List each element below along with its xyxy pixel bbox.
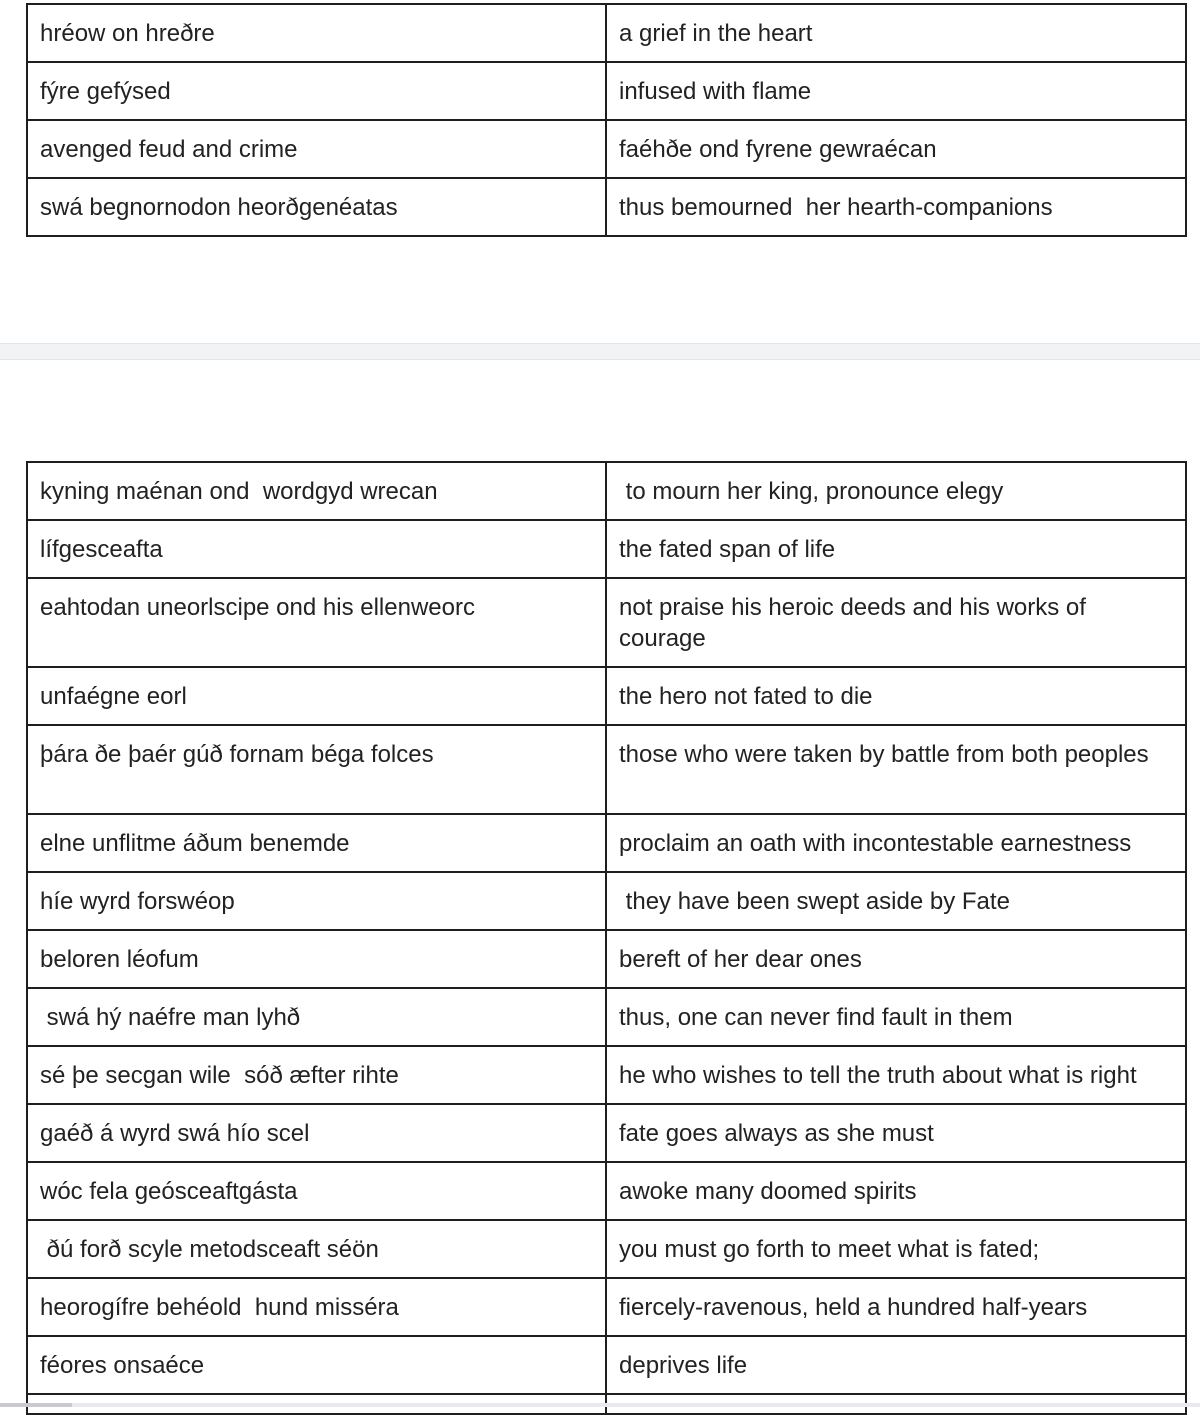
translation-cell[interactable]: the fated span of life — [606, 520, 1186, 578]
translation-cell[interactable]: awoke many doomed spirits — [606, 1162, 1186, 1220]
old-english-cell[interactable]: lífgesceafta — [27, 520, 606, 578]
old-english-cell[interactable]: avenged feud and crime — [27, 120, 606, 178]
translation-cell[interactable]: you must go forth to meet what is fated; — [606, 1220, 1186, 1278]
old-english-cell[interactable]: hréow on hreðre — [27, 4, 606, 62]
page-break — [0, 343, 1200, 360]
document-page-2 — [0, 360, 1200, 1407]
table-row — [27, 178, 1186, 236]
old-english-cell[interactable]: swá begnornodon heorðgenéatas — [27, 178, 606, 236]
translation-cell[interactable]: not praise his heroic deeds and his works of courage — [606, 578, 1186, 667]
table-row — [27, 120, 1186, 178]
old-english-cell[interactable]: beloren léofum — [27, 930, 606, 988]
translation-cell[interactable]: thus bemourned her hearth-companions — [606, 178, 1186, 236]
translation-cell[interactable]: thus, one can never find fault in them — [606, 988, 1186, 1046]
document-page-1 — [0, 0, 1200, 343]
old-english-cell[interactable]: gaéð á wyrd swá hío scel — [27, 1104, 606, 1162]
table-row — [27, 4, 1186, 62]
translation-cell[interactable]: bereft of her dear ones — [606, 930, 1186, 988]
table-row — [27, 1336, 1186, 1394]
translation-cell[interactable]: faéhðe ond fyrene gewraécan — [606, 120, 1186, 178]
horizontal-scrollbar[interactable] — [0, 1403, 1200, 1407]
translation-cell[interactable]: they have been swept aside by Fate — [606, 872, 1186, 930]
translation-cell[interactable]: fiercely-ravenous, held a hundred half-years — [606, 1278, 1186, 1336]
old-english-cell[interactable]: eahtodan uneorlscipe ond his ellenweorc — [27, 578, 606, 667]
table-row — [27, 520, 1186, 578]
table-row — [27, 930, 1186, 988]
table-row — [27, 667, 1186, 725]
translation-cell[interactable]: the hero not fated to die — [606, 667, 1186, 725]
translation-cell[interactable]: a grief in the heart — [606, 4, 1186, 62]
old-english-cell[interactable]: kyning maénan ond wordgyd wrecan — [27, 462, 606, 520]
old-english-cell[interactable]: wóc fela geósceaftgásta — [27, 1162, 606, 1220]
table-row — [27, 1104, 1186, 1162]
old-english-cell[interactable]: sé þe secgan wile sóð æfter rihte — [27, 1046, 606, 1104]
table-row — [27, 814, 1186, 872]
translation-cell[interactable]: he who wishes to tell the truth about what is right — [606, 1046, 1186, 1104]
translation-cell[interactable]: deprives life — [606, 1336, 1186, 1394]
old-english-cell[interactable]: heorogífre behéold hund misséra — [27, 1278, 606, 1336]
table-row — [27, 725, 1186, 814]
old-english-cell[interactable]: elne unflitme áðum benemde — [27, 814, 606, 872]
old-english-cell[interactable]: fýre gefýsed — [27, 62, 606, 120]
translation-cell[interactable]: to mourn her king, pronounce elegy — [606, 462, 1186, 520]
table-row — [27, 988, 1186, 1046]
table-row — [27, 1162, 1186, 1220]
old-english-cell[interactable]: swá hý naéfre man lyhð — [27, 988, 606, 1046]
old-english-cell[interactable]: féores onsaéce — [27, 1336, 606, 1394]
old-english-cell[interactable]: unfaégne eorl — [27, 667, 606, 725]
scrollbar-thumb[interactable] — [0, 1403, 72, 1407]
table-row — [27, 872, 1186, 930]
translation-cell[interactable]: those who were taken by battle from both peoples — [606, 725, 1186, 814]
table-row — [27, 578, 1186, 667]
glossary-table-2 — [26, 461, 1187, 1415]
table-row — [27, 1046, 1186, 1104]
translation-cell[interactable]: proclaim an oath with incontestable earnestness — [606, 814, 1186, 872]
old-english-cell[interactable]: híe wyrd forswéop — [27, 872, 606, 930]
table-row — [27, 62, 1186, 120]
table-row — [27, 1278, 1186, 1336]
table-row — [27, 462, 1186, 520]
glossary-table-1 — [26, 3, 1187, 237]
table-row — [27, 1220, 1186, 1278]
translation-cell[interactable]: infused with flame — [606, 62, 1186, 120]
old-english-cell[interactable]: þára ðe þaér gúð fornam béga folces — [27, 725, 606, 814]
translation-cell[interactable]: fate goes always as she must — [606, 1104, 1186, 1162]
old-english-cell[interactable]: ðú forð scyle metodsceaft séön — [27, 1220, 606, 1278]
